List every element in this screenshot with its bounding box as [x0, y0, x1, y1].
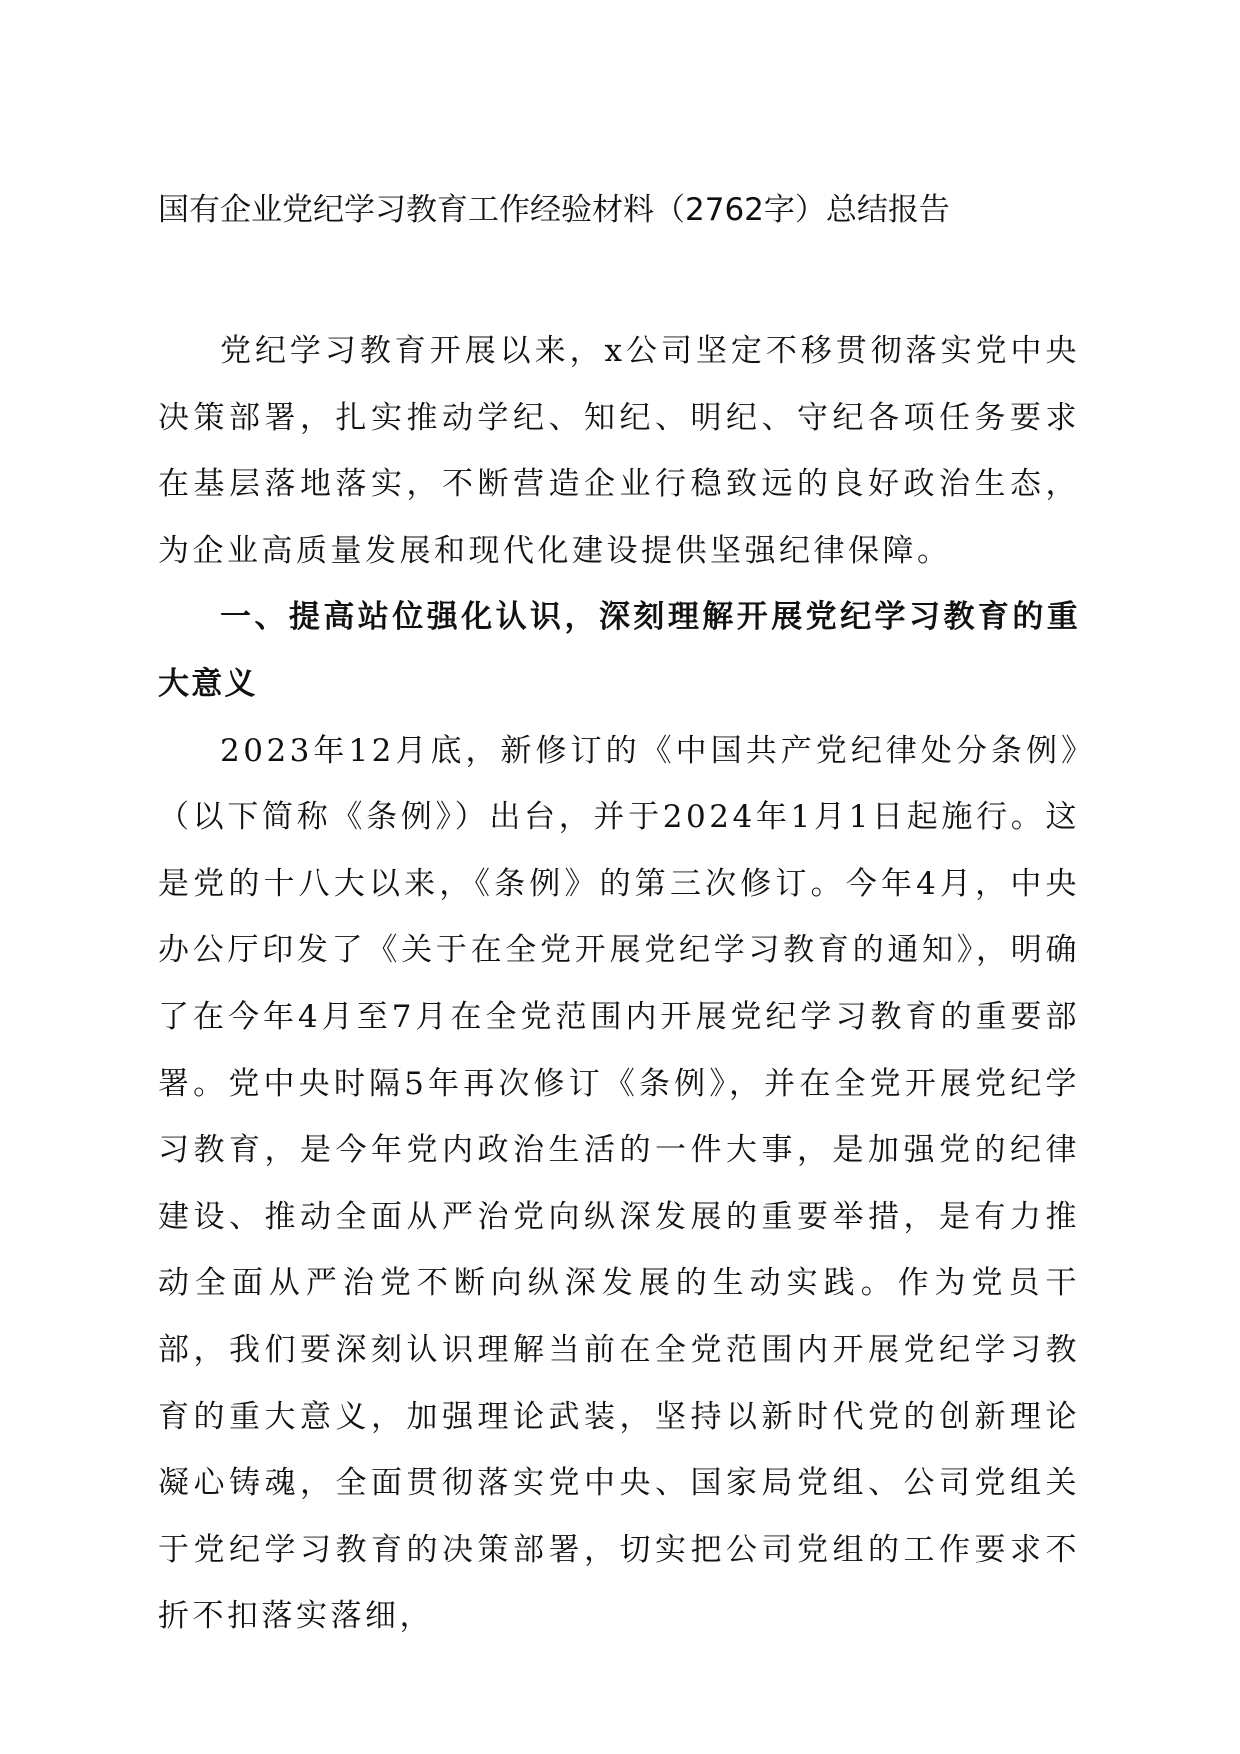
document-title: 国有企业党纪学习教育工作经验材料（2762字）总结报告 [158, 192, 950, 228]
section-paragraph: 2023年12月底，新修订的《中国共产党纪律处分条例》（以下简称《条例》）出台，并于2024年1月1日起施行。这是党的十八大以来，《条例》的第三次修订。今年4月，中央办公厅印发了《关于在全党开展党纪学习教育的通知》，明确了在今年4月至7月在全党范围内开展党纪学习教育的重要部署。党中央时隔5年再次修订《条例》，并在全党开展党纪学习教育，是今年党内政治生活的一件大事，是加强党的纪律建设、推动全面从严治党向纵深发展的重要举措，是有力推动全面从严治党不断向纵深发展的生动实践。作为党员干部，我们要深刻认识理解当前在全党范围内开展党纪学习教育的重大意义，加强理论武装，坚持以新时代党的创新理论凝心铸魂，全面贯彻落实党中央、国家局党组、公司党组关于党纪学习教育的决策部署，切实把公司党组的工作要求不折不扣落实落细， [158, 732, 1080, 1635]
intro-paragraph: 党纪学习教育开展以来，x公司坚定不移贯彻落实党中央决策部署，扎实推动学纪、知纪、明纪、守纪各项任务要求在基层落地落实，不断营造企业行稳致远的良好政治生态，为企业高质量发展和现代化建设提供坚强纪律保障。 [158, 333, 1080, 569]
section-heading: 一、提高站位强化认识，深刻理解开展党纪学习教育的重大意义 [158, 599, 1080, 702]
document-body [158, 318, 1080, 1650]
